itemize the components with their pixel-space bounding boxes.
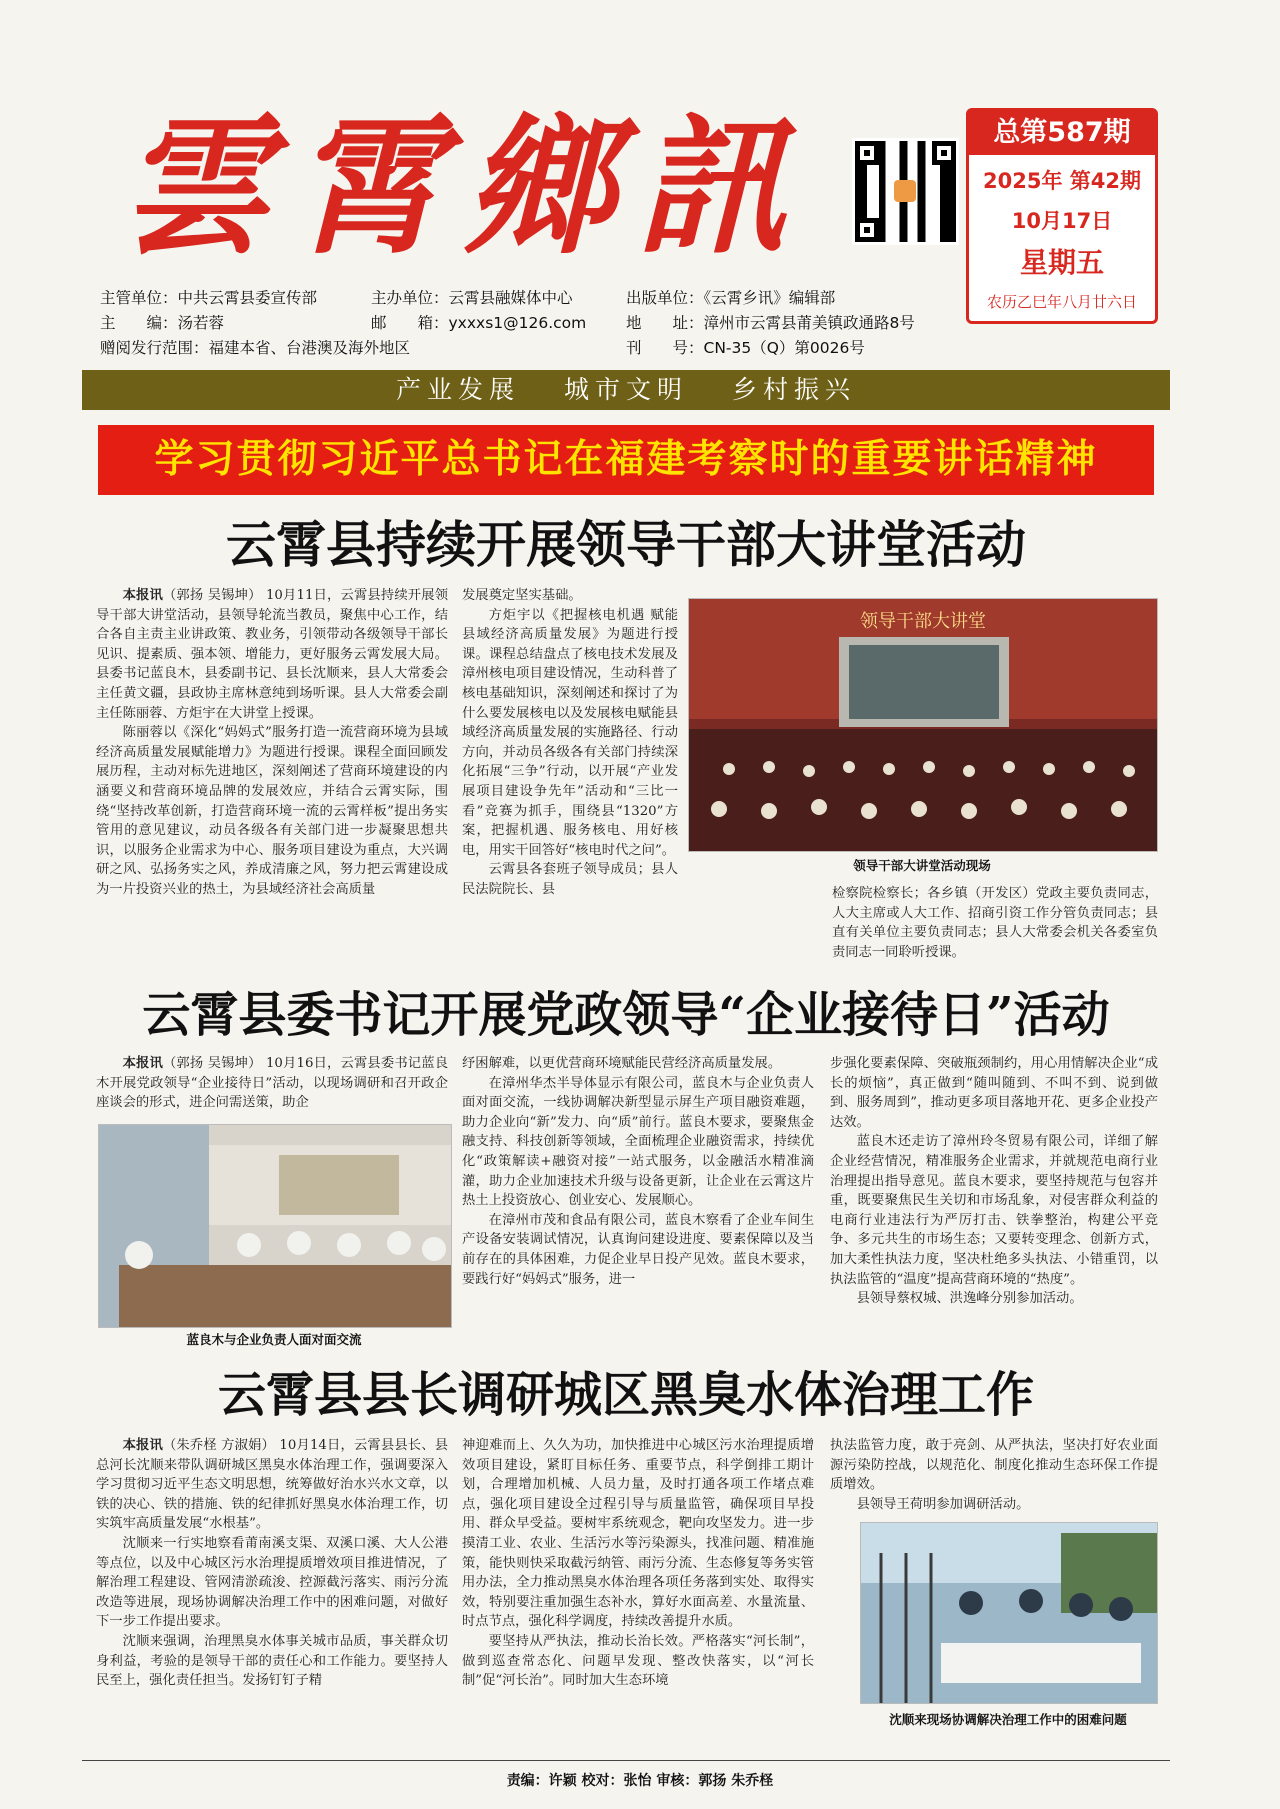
article2-col2b-text: 在漳州华杰半导体显示有限公司，蓝良木与企业负责人面对面交流，一线协调解决新型显示屏生产项目融资难题，助力企业向“新”发力、向“质”前行。蓝良木要求，要聚焦金融支持、科技创新等领域，全面梳理企业融资需求，持续优化“政策解读+融资对接”一站式服务，以金融活水精准滴灌，助力企业加速技术升级与设备更新，让企业在云霄这片热土上投资放心、创业安心、发展顺心。 — [462, 1075, 814, 1209]
article2-col2 — [462, 1054, 814, 1348]
article3-caption: 沈顺来现场协调解决治理工作中的困难问题 — [889, 1712, 1127, 1727]
article2-col3b-text: 蓝良木还走访了漳州玲冬贸易有限公司，详细了解企业经营情况，精准服务企业需求，并就规范电商行业治理提出指导意见。蓝良木要求，要坚持规范与包容并重，既要聚焦民生关切和市场乱象，对侵害群众利益的电商行业违法行为严厉打击、铁拳整治，构建公平竞争、多元共生的市场生态；又要转变理念、创新方式，加大柔性执法力度，坚决杜绝多头执法、小错重罚，以执法监管的“温度”提高营商环境的“热度”。 — [830, 1134, 1158, 1287]
article2-byline: 本报讯 — [122, 1056, 163, 1071]
meta-publisher: 出版单位：《云霄乡讯》编辑部 — [626, 289, 836, 307]
theme-banner: 学习贯彻习近平总书记在福建考察时的重要讲话精神 — [98, 425, 1154, 495]
article1-col1-text: 10月11日，云霄县持续开展领导干部大讲堂活动，县领导轮流当教员，聚焦中心工作，结合各自主责主业讲政策、教业务，引领带动各级领导干部长见识、提素质、强本领、增能力，更好服务云霄发展大局。县委书记蓝良木，县委副书记、县长沈顺来，县人大常委会主任黄文疆，县政协主席林意纯到场听课。县人大常委会副主任陈丽蓉、方炬宇在大讲堂上授课。 — [96, 588, 448, 721]
article2-caption: 蓝良木与企业负责人面对面交流 — [186, 1332, 362, 1347]
article2-col3-text: 步强化要素保障、突破瓶颈制约，用心用情解决企业“成长的烦恼”，真正做到“随叫随到、不叫不到、说到做到、服务周到”，推动更多项目落地开花、更多企业投产达效。 — [830, 1056, 1158, 1130]
article3-col2 — [462, 1436, 814, 1736]
article1-caption: 领导干部大讲堂活动现场 — [853, 858, 991, 873]
article3-byline: 本报讯 — [122, 1438, 163, 1453]
article3-col1-text: 10月14日，云霄县县长、县总河长沈顺来带队调研城区黑臭水体治理工作，强调要深入学习贯彻习近平生态文明思想，统筹做好治水兴水文章，以铁的决心、铁的措施、铁的纪律抓好黑臭水体治理工作，切实筑牢高质量发展“水根基”。 — [96, 1438, 448, 1532]
article1-col3-text: 检察院检察长；各乡镇（开发区）党政主要负责同志，人大主席或人大工作、招商引资工作分管负责同志；县直有关单位主要负责同志；县人大常委会机关各委室负责同志一同聆听授课。 — [832, 886, 1158, 960]
article3-photo — [860, 1522, 1158, 1704]
qr-code — [852, 138, 959, 245]
article1-photo — [688, 598, 1158, 852]
article1-col2c-text: 云霄县各套班子领导成员；县人民法院院长、县 — [462, 862, 678, 897]
footer-credits: 责编：许颖 校对：张怡 审核：郭扬 朱乔柽 — [506, 1773, 774, 1789]
article3-col2-text: 神迎难而上、久久为功，加快推进中心城区污水治理提质增效项目建设，紧盯目标任务、重要节点，科学倒排工期计划，合理增加机械、人员力量，及时打通各项工作堵点难点，强化项目建设全过程引导与质量监管，确保项目早投用、群众早受益。要树牢系统观念，靶向攻坚发力。进一步摸清工业、农业、生活污水等污染源头，找准问题、精准施策，能快则快采取截污纳管、雨污分流、生态修复等务实管用办法，全力推动黑臭水体治理各项任务落到实处、取得实效，特别要注重加强生态补水，算好水面高差、水量流量、时点节点，强化科学调度，持续改善提升水质。 — [462, 1438, 814, 1630]
article2-col3c-text: 县领导蔡权城、洪逸峰分别参加活动。 — [856, 1291, 1083, 1307]
meta-address: 地 址：漳州市云霄县莆美镇政通路8号 — [626, 314, 915, 332]
article1-col1b-text: 陈丽蓉以《深化“妈妈式”服务打造一流营商环境为县域经济高质量发展赋能增力》为题进行授课。课程全面回顾发展历程，主动对标先进地区，深刻阐述了营商环境建设的内涵要义和营商环境品牌的发展效应，并结合云霄实际，围绕“坚持改革创新，打造营商环境一流的云霄样板”提出务实管用的意见建议，动员各级各有关部门进一步凝聚思想共识，以服务企业需求为中心、服务项目建设为重点，大兴调研之风、弘扬务实之风，养成清廉之风，努力把云霄建设成为一片投资兴业的热土，为县域经济社会高质量 — [96, 725, 448, 897]
issue-total: 总第587期 — [969, 111, 1155, 155]
article1-col2-text: 发展奠定坚实基础。 — [462, 588, 582, 603]
issue-date: 10月17日 — [1011, 209, 1113, 233]
article3-headline: 云霄县县长调研城区黑臭水体治理工作 — [217, 1367, 1034, 1423]
issue-year: 2025年 第42期 — [983, 169, 1141, 193]
article1-authors: （郭扬 吴锡坤） — [162, 588, 262, 603]
meta-host: 主办单位：云霄县融媒体中心 — [371, 289, 573, 307]
article2-authors: （郭扬 吴锡坤） — [162, 1056, 262, 1071]
article3-col1c-text: 沈顺来强调，治理黑臭水体事关城市品质，事关群众切身利益，考验的是领导干部的责任心和工作能力。要坚持人民至上，强化责任担当。发扬钉钉子精 — [96, 1633, 448, 1689]
article2-col1-text: 10月16日，云霄县委书记蓝良木开展党政领导“企业接待日”活动，以现场调研和召开政企座谈会的形式，进企问需送策，助企 — [96, 1056, 448, 1111]
meta-email: 邮 箱：yxxxs1@126.com — [371, 314, 587, 332]
article2-col1 — [96, 1054, 448, 1116]
meta-issn: 刊 号：CN-35（Q）第0026号 — [626, 339, 865, 357]
issue-weekday: 星期五 — [1019, 246, 1104, 279]
article3-col3 — [830, 1436, 1158, 1520]
slogan-band: 产业发展 城市文明 乡村振兴 — [82, 370, 1170, 410]
article3-col1b-text: 沈顺来一行实地察看莆南溪支渠、双溪口溪、大人公港等点位，以及中心城区污水治理提质增效项目推进情况，了解治理工程建设、管网清淤疏浚、控源截污落实、雨污分流改造等进展，现场协调解决治理工作中的困难问题，对做好下一步工作提出要求。 — [96, 1535, 448, 1630]
meta-distribution: 赠阅发行范围：福建本省、台港澳及海外地区 — [100, 339, 411, 357]
meta-sponsor: 主管单位：中共云霄县委宣传部 — [100, 289, 318, 307]
article3-col2b-text: 要坚持从严执法，推动长治长效。严格落实“河长制”，做到巡查常态化、问题早发现、整改快落实，以“河长制”促“河长治”。同时加大生态环境 — [462, 1633, 814, 1689]
issue-info-box — [966, 108, 1158, 324]
article3-col3b-text: 县领导王荷明参加调研活动。 — [856, 1496, 1030, 1512]
article1-col2b-text: 方炬宇以《把握核电机遇 赋能县域经济高质量发展》为题进行授课。课程总结盘点了核电技术发展及漳州核电项目建设情况，生动科普了核电基础知识，深刻阐述和探讨了为什么要发展核电以及发展核电赋能县域经济高质量发展的实施路径、行动方向，并动员各级各有关部门持续深化拓展“三争”行动，以开展“产业发展项目建设争先年”活动和“三比一看”竞赛为抓手，围绕县“1320”方案，把握机遇、服务核电、用好核电，用实干回答好“核电时代之问”。 — [462, 607, 678, 858]
article2-col3 — [830, 1054, 1158, 1348]
article2-photo — [98, 1124, 452, 1328]
article2-col2-text: 纾困解难，以更优营商环境赋能民营经济高质量发展。 — [462, 1056, 782, 1071]
article3-authors: （朱乔柽 方淑娟） — [162, 1438, 276, 1453]
article2-headline: 云霄县委书记开展党政领导“企业接待日”活动 — [142, 987, 1110, 1043]
masthead-title: 雲霄鄉訊 — [120, 99, 809, 275]
issue-lunar-date: 农历乙巳年八月廿六日 — [986, 293, 1137, 311]
article1-headline: 云霄县持续开展领导干部大讲堂活动 — [226, 515, 1026, 574]
article2-col2c-text: 在漳州市茂和食品有限公司，蓝良木察看了企业车间生产设备安装调试情况，认真询问建设进度、要素保障以及当前存在的具体困难，力促企业早日投产见效。蓝良木要求，要践行好“妈妈式”服务，进一 — [462, 1212, 814, 1287]
article1-photo-banner: 领导干部大讲堂 — [860, 611, 986, 632]
article3-col3-text: 执法监管力度，敢于亮剑、从严执法，坚决打好农业面源污染防控战，以规范化、制度化推动生态环保工作提质增效。 — [830, 1438, 1158, 1493]
meta-editor: 主 编：汤若蓉 — [100, 314, 225, 332]
article3-col1 — [96, 1436, 448, 1736]
article1-byline: 本报讯 — [122, 588, 163, 603]
